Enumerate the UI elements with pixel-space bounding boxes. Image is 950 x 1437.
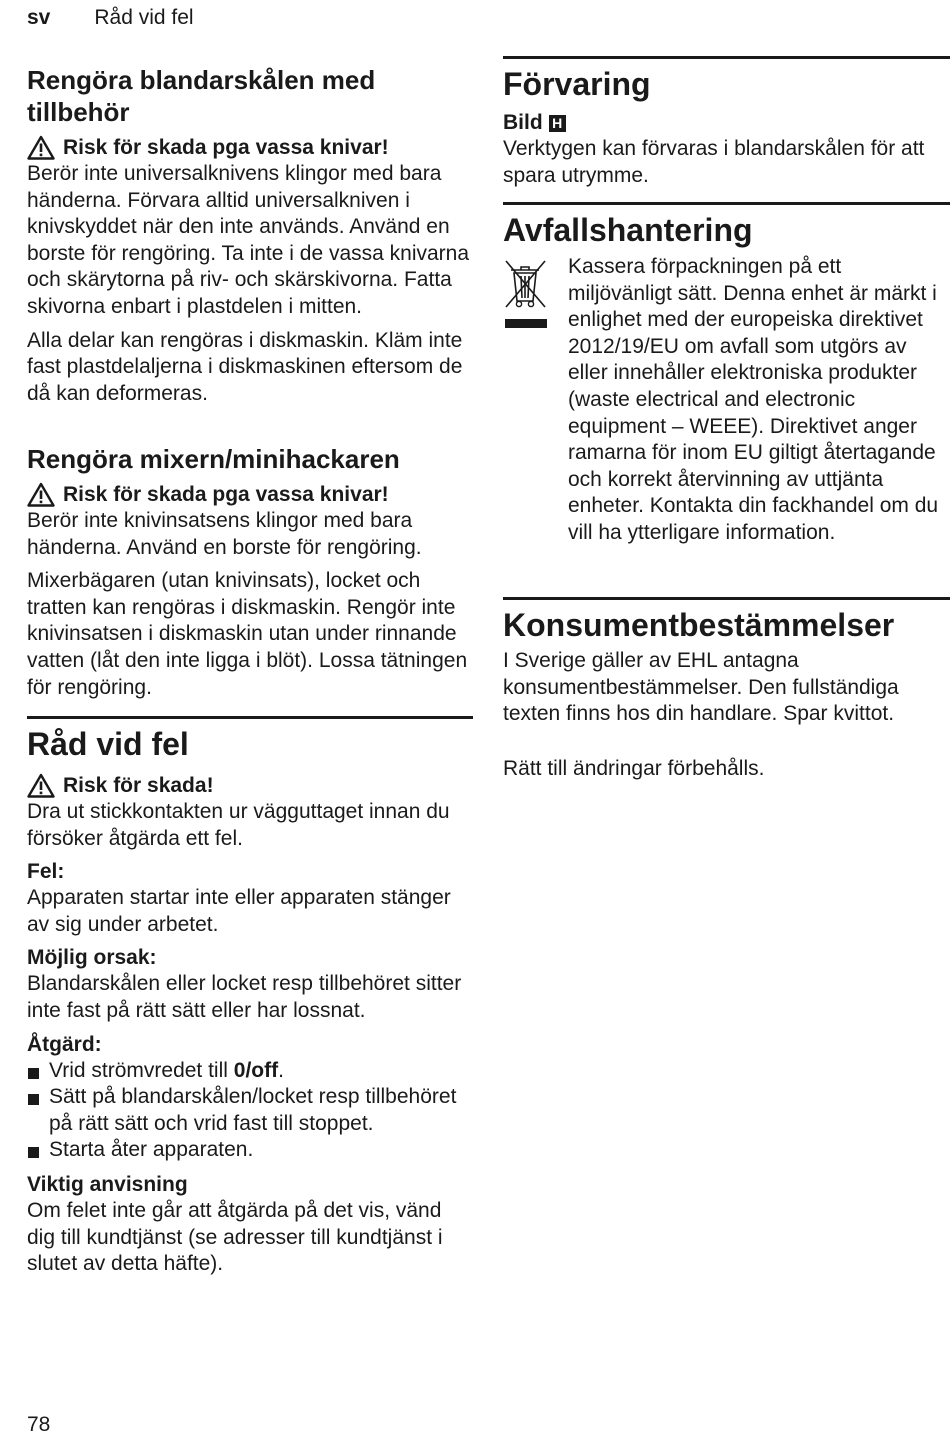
section-title: Rengöra mixern/minihackaren xyxy=(27,444,400,474)
section-title: Rengöra blandarskålen med tillbehör xyxy=(27,65,376,127)
action-label: Åtgärd: xyxy=(27,1032,102,1056)
language-code: sv xyxy=(27,6,51,29)
note-label: Viktig anvisning xyxy=(27,1172,188,1196)
warning-triangle-icon xyxy=(27,482,55,507)
paragraph: Dra ut stickkontakten ur vägguttaget innan du försöker åtgärda ett fel. xyxy=(27,800,450,850)
section-title: Råd vid fel xyxy=(27,726,189,762)
page-number: 78 xyxy=(27,1413,51,1436)
list-item: Sätt på blandarskålen/locket resp tillbehöret på rätt sätt och vrid fast till stoppet. xyxy=(27,1084,473,1137)
figure-reference xyxy=(503,109,950,136)
reservation-text: Rätt till ändringar förbehålls. xyxy=(503,756,765,780)
cause-text: Blandarskålen eller locket resp tillbehöret sitter inte fast på rätt sätt eller har lossnat. xyxy=(27,972,462,1022)
warning-text: Risk för skada! xyxy=(63,774,214,797)
paragraph: Alla delar kan rengöras i diskmaskin. Kläm inte fast plastdelaljerna i diskmaskinen eftersom de då kan deformeras. xyxy=(27,328,463,405)
section-troubleshooting xyxy=(27,716,473,1278)
paragraph: Mixerbägaren (utan knivinsats), locket och tratten kan rengöras i diskmaskin. Rengör inte knivinsatsen i diskmaskin utan under rinnande vatten (låt den inte ligga i blöt). Lossa tätningen för rengöring. xyxy=(27,569,468,699)
warning-text: Risk för skada pga vassa knivar! xyxy=(63,483,389,506)
warning-line xyxy=(27,134,473,161)
section-title: Konsumentbestämmelser xyxy=(503,607,895,643)
warning-triangle-icon xyxy=(27,773,55,798)
header-title: Råd vid fel xyxy=(94,6,194,29)
warning-line xyxy=(27,481,473,508)
figure-letter: H xyxy=(549,115,566,132)
warning-triangle-icon xyxy=(27,135,55,160)
cause-label: Möjlig orsak: xyxy=(27,946,157,970)
note-text: Om felet inte går att åtgärda på det vis, vänd dig till kundtjänst (se adresser till kundtjänst i slutet av detta häfte). xyxy=(27,1198,443,1276)
figure-label: Bild xyxy=(503,111,543,134)
section-title: Förvaring xyxy=(503,66,651,102)
paragraph: Verktygen kan förvaras i blandarskålen för att spara utrymme. xyxy=(503,137,925,187)
section-consumer-rules xyxy=(503,597,950,782)
section-disposal xyxy=(503,202,950,547)
fault-text: Apparaten startar inte eller apparaten stänger av sig under arbetet. xyxy=(27,886,451,936)
list-item-text: Vrid strömvredet till xyxy=(49,1058,228,1082)
paragraph: Berör inte universalknivens klingor med bara händerna. Förvara alltid universalkniven i knivskyddet när den inte används. Använd en borste för rengöring. Ta inte i de vassa knivarna och skärytorna på riv- och skärskivorna. Fatta skivorna enbart i plastdelen i mitten. xyxy=(27,162,470,318)
weee-crossed-bin-icon xyxy=(503,257,549,333)
switch-position: 0/off xyxy=(233,1058,279,1082)
list-item-end: . xyxy=(278,1058,284,1082)
running-header xyxy=(27,6,194,30)
action-list xyxy=(27,1058,473,1164)
list-item: Starta åter apparaten. xyxy=(27,1137,473,1164)
warning-text: Risk för skada pga vassa knivar! xyxy=(63,136,389,159)
section-clean-bowl xyxy=(27,64,473,407)
fault-label: Fel: xyxy=(27,860,65,884)
paragraph: I Sverige gäller av EHL antagna konsumentbestämmelser. Den fullständiga texten finns hos din handlare. Spar kvittot. xyxy=(503,649,899,726)
paragraph: Berör inte knivinsatsens klingor med bara händerna. Använd en borste för rengöring. xyxy=(27,509,422,559)
paragraph: Kassera förpackningen på ett miljövänligt sätt. Denna enhet är märkt i enlighet med der europeiska direktivet 2012/19/EU om avfall som utgörs av eller innehåller elektroniska produkter (waste electrical and electronic equipment – WEEE). Direktivet anger ramarna för inom EU giltigt återtagande och korrekt återvinning av uttjänta enheter. Kontakta din fackhandel om du vill ha ytterligare information. xyxy=(568,255,939,544)
list-item xyxy=(27,1058,473,1085)
section-clean-mixer xyxy=(27,443,473,701)
section-storage xyxy=(503,56,950,189)
warning-line xyxy=(27,772,473,799)
section-title: Avfallshantering xyxy=(503,212,753,248)
